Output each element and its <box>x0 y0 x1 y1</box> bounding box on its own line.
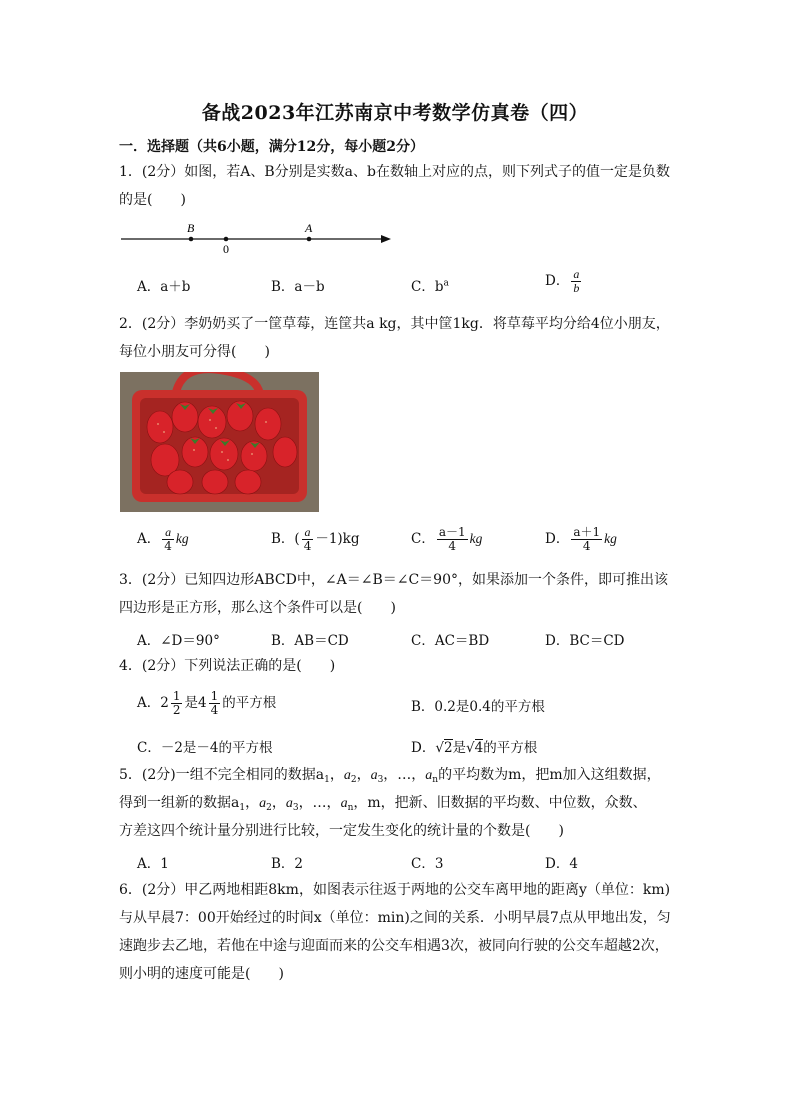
option-b[interactable]: B．( $\frac{a}{4}$ －1)kg <box>271 525 360 553</box>
option-c[interactable]: C．AC＝BD <box>411 633 490 649</box>
option-d[interactable]: D．4 <box>545 856 578 872</box>
point-b <box>189 237 194 242</box>
sqrt-icon: √ <box>435 740 444 756</box>
option-c[interactable]: C．3 <box>411 856 444 872</box>
arrow-right-icon <box>381 235 391 243</box>
question-4-options-row1 <box>137 690 697 716</box>
section-heading: 一．选择题（共6小题，满分12分，每小题2分） <box>119 139 424 155</box>
question-1-options <box>137 267 697 301</box>
option-a[interactable]: A．a＋b <box>137 279 191 295</box>
page-title: 备战2023年江苏南京中考数学仿真卷（四） <box>201 102 589 124</box>
option-b[interactable]: B．AB＝CD <box>271 633 349 649</box>
option-d[interactable]: D． $\frac{a+1}{4}$ kg <box>545 525 617 553</box>
strawberry-basket-image <box>120 372 319 512</box>
question-2-options <box>137 525 697 557</box>
option-c[interactable]: C．－2是－4的平方根 <box>137 740 273 756</box>
option-d[interactable]: D． $\frac{a}{b}$ <box>545 267 580 295</box>
option-a[interactable]: A． $\frac{a}{4}$ kg <box>137 525 189 553</box>
question-2-text: 2．(2分）李奶奶买了一筐草莓，连筐共a kg，其中筐1kg．将草莓平均分给4位小朋友，每位小朋友可分得( ) <box>119 316 670 360</box>
question-6-text: 6．(2分）甲乙两地相距8km，如图表示往返于两地的公交车离甲地的距离y（单位：km)与从早晨7：00开始经过的时间x（单位：min)之间的关系．小明早晨7点从甲地出发，匀速跑步去乙地，若他在中途与迎面而来的公交车相遇3次，被同向行驶的公交车超越2次，则小明的速度可能是( ) <box>119 882 671 982</box>
sqrt-icon: √ <box>466 740 475 756</box>
question-5-options <box>137 852 697 878</box>
number-line-figure <box>119 218 394 258</box>
option-b[interactable]: B．a－b <box>271 279 325 295</box>
option-a[interactable]: A．2 $\frac{1}{2}$ 是4 $\frac{1}{4}$ 的平方根 <box>137 689 277 717</box>
label-origin: 0 <box>223 242 229 256</box>
option-a[interactable]: A．∠D＝90° <box>137 633 220 649</box>
option-d[interactable]: D．BC＝CD <box>545 633 625 649</box>
question-1-text: 1．(2分）如图，若A、B分别是实数a、b在数轴上对应的点，则下列式子的值一定是负数的是( ) <box>119 164 670 208</box>
label-b: B <box>187 221 195 235</box>
question-5-line-1: 5．(2分)一组不完全相同的数据$a_1$，$a_2$，$a_3$，…，$a_n$的平均数为m，把m加入这组数据， <box>119 767 661 785</box>
option-d[interactable]: D．√2是√4的平方根 <box>411 740 538 756</box>
question-5-line-3: 方差这四个统计量分别进行比较，一定发生变化的统计量的个数是( ) <box>119 823 564 839</box>
question-4-text: 4．(2分）下列说法正确的是( ) <box>119 658 336 674</box>
label-a: A <box>305 221 313 235</box>
option-a[interactable]: A．1 <box>137 856 169 872</box>
option-c[interactable]: C． $\frac{a-1}{4}$ kg <box>411 525 483 553</box>
point-origin <box>224 237 229 242</box>
option-c[interactable]: C．$b^a$ <box>411 278 449 295</box>
question-3-text: 3．(2分）已知四边形ABCD中，∠A＝∠B＝∠C＝90°，如果添加一个条件，即可推出该四边形是正方形，那么这个条件可以是( ) <box>119 572 668 616</box>
option-b[interactable]: B．0.2是0.4的平方根 <box>411 699 545 715</box>
option-b[interactable]: B．2 <box>271 856 304 872</box>
point-a <box>307 237 312 242</box>
question-5-line-2: 得到一组新的数据$a_1$，$a_2$，$a_3$，…，$a_n$，m，把新、旧数据的平均数、中位数，众数、 <box>119 795 647 813</box>
question-4-options-row2 <box>137 736 697 762</box>
